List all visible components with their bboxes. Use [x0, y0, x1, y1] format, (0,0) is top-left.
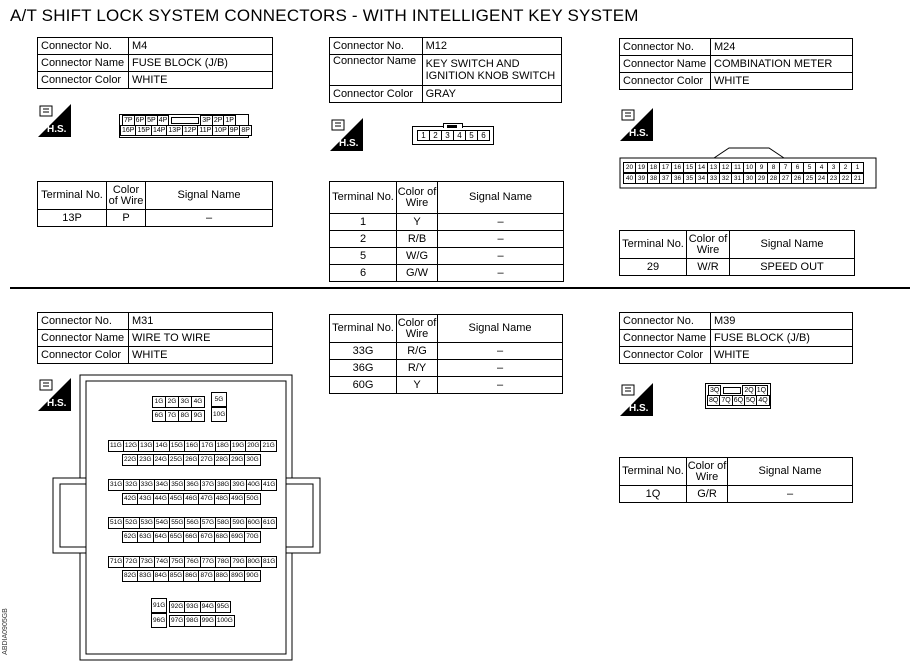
pin-row-m24-top	[624, 162, 864, 173]
connector-pin: 97G	[169, 615, 185, 627]
wire-color: Y	[397, 377, 438, 394]
connector-pin: 62G	[122, 531, 138, 543]
connector-pin: 6Q	[733, 397, 744, 404]
header-color-of-wire: Color of Wire	[397, 182, 438, 214]
connector-pin: 83G	[137, 570, 153, 582]
connector-name-value: COMBINATION METER	[711, 56, 853, 73]
connector-pin: 3P	[202, 117, 211, 124]
connector-pin: 4	[815, 162, 828, 173]
header-signal-name: Signal Name	[728, 458, 853, 486]
connector-pin: 66G	[183, 531, 199, 543]
connector-pin: 50G	[244, 493, 260, 505]
connector-pin: 88G	[214, 570, 230, 582]
connector-pin: 17	[659, 162, 672, 173]
connector-pin: 36	[671, 173, 684, 184]
pin-row-m31	[109, 479, 277, 491]
connector-pin: 14P	[152, 127, 166, 134]
connector-pin: 9	[755, 162, 768, 173]
header-color-of-wire: Color of Wire	[107, 182, 146, 210]
connector-pin: 35G	[169, 479, 185, 491]
pin-row-m31	[123, 570, 261, 582]
connector-pin: 24G	[153, 454, 169, 466]
header-signal-name: Signal Name	[730, 231, 855, 259]
terminal-no: 29	[620, 259, 687, 276]
connector-pin: 31G	[108, 479, 124, 491]
connector-pin: 8G	[178, 410, 192, 422]
connector-pin: 28G	[214, 454, 230, 466]
connector-pin: 14G	[153, 440, 169, 452]
connector-pin: 12	[719, 162, 732, 173]
harness-side-icon: H.S.	[38, 378, 71, 411]
pin-row-m31	[123, 454, 261, 466]
connector-pin: 67G	[198, 531, 214, 543]
connector-pin: 15P	[137, 127, 150, 134]
connector-pin: 18	[647, 162, 660, 173]
connector-pin: 60G	[246, 517, 262, 529]
connector-pin: 7Q	[721, 397, 731, 404]
connector-pin: 39	[635, 173, 648, 184]
connector-key-slot	[723, 387, 741, 394]
connector-pin: 89G	[229, 570, 245, 582]
connector-pin: 13P	[168, 127, 181, 134]
connector-pin: 41G	[261, 479, 277, 491]
connector-pin: 10P	[214, 127, 227, 134]
header-terminal-no: Terminal No.	[620, 458, 687, 486]
connector-pin: 43G	[137, 493, 153, 505]
connector-pin: 18G	[215, 440, 231, 452]
connector-name-value: KEY SWITCH AND IGNITION KNOB SWITCH	[422, 55, 561, 86]
label-connector-no: Connector No.	[330, 38, 423, 55]
connector-pin: 46G	[183, 493, 199, 505]
connector-pin: 19G	[230, 440, 246, 452]
terminal-no: 5	[330, 248, 397, 265]
connector-pin: 2	[839, 162, 852, 173]
connector-pin: 1P	[225, 117, 234, 124]
connector-pin: 71G	[108, 556, 124, 568]
connector-pin: 73G	[139, 556, 155, 568]
section-divider	[10, 287, 910, 289]
connector-pin: 6	[791, 162, 804, 173]
connector-pin: 15	[683, 162, 696, 173]
terminal-table-m24	[619, 230, 855, 276]
connector-pin: 37G	[200, 479, 216, 491]
signal-name: –	[438, 265, 564, 282]
connector-pin: 100G	[215, 615, 235, 627]
signal-name: –	[438, 360, 563, 377]
connector-pin: 94G	[200, 601, 216, 613]
connector-pin: 78G	[215, 556, 231, 568]
connector-info-m24	[619, 38, 853, 90]
connector-pin: 16P	[122, 127, 135, 134]
connector-pin: 27G	[198, 454, 214, 466]
connector-pin: 22G	[122, 454, 138, 466]
harness-side-icon: H.S.	[330, 118, 363, 151]
harness-side-icon: H.S.	[620, 383, 653, 416]
connector-pin: 3	[441, 130, 454, 141]
connector-pin: 13G	[138, 440, 154, 452]
connector-pin: 74G	[154, 556, 170, 568]
connector-pin: 84G	[153, 570, 169, 582]
connector-pin: 16	[671, 162, 684, 173]
connector-pin: 10G	[211, 407, 227, 422]
connector-pin: 59G	[230, 517, 246, 529]
connector-pin: 20G	[245, 440, 261, 452]
connector-pin: 16G	[184, 440, 200, 452]
terminal-no: 13P	[38, 210, 107, 227]
connector-pin: 53G	[139, 517, 155, 529]
label-connector-no: Connector No.	[620, 39, 711, 56]
connector-pin: 21G	[260, 440, 276, 452]
label-connector-no: Connector No.	[620, 313, 711, 330]
connector-pin: 11	[731, 162, 744, 173]
connector-pin: 6	[477, 130, 490, 141]
connector-pin: 90G	[244, 570, 260, 582]
connector-pin: 28	[767, 173, 780, 184]
connector-pin: 1G	[152, 396, 166, 408]
connector-pin: 2G	[165, 396, 179, 408]
signal-name: SPEED OUT	[730, 259, 855, 276]
label-connector-color: Connector Color	[38, 347, 129, 364]
connector-color-value: WHITE	[711, 347, 853, 364]
connector-pin: 24	[815, 173, 828, 184]
pin-row-m31	[109, 556, 277, 568]
connector-pin: 13	[707, 162, 720, 173]
connector-pin: 49G	[229, 493, 245, 505]
connector-pin: 2Q	[744, 387, 754, 394]
connector-pin: 21	[851, 173, 864, 184]
connector-pin: 93G	[184, 601, 200, 613]
signal-name: –	[438, 231, 564, 248]
header-terminal-no: Terminal No.	[38, 182, 107, 210]
connector-pin: 14	[695, 162, 708, 173]
connector-no-value: M31	[129, 313, 273, 330]
connector-pin: 9G	[191, 410, 205, 422]
connector-pin: 65G	[168, 531, 184, 543]
pin-row-m4-bottom	[121, 125, 252, 136]
connector-pin: 22	[839, 173, 852, 184]
pin-row-m31	[109, 517, 277, 529]
pin-row-m12	[418, 130, 490, 141]
wire-color: G/R	[687, 486, 728, 503]
label-connector-name: Connector Name	[330, 55, 423, 86]
connector-info-m31	[37, 312, 273, 364]
pin-row-m39-bottom	[708, 395, 770, 406]
header-terminal-no: Terminal No.	[330, 182, 397, 214]
connector-pin: 26G	[183, 454, 199, 466]
connector-pin: 75G	[169, 556, 185, 568]
connector-pin: 3G	[178, 396, 192, 408]
connector-pin: 10	[743, 162, 756, 173]
connector-pin: 32G	[123, 479, 139, 491]
connector-pin: 25G	[168, 454, 184, 466]
pin-row-m24-bottom	[624, 173, 864, 184]
connector-pin: 47G	[198, 493, 214, 505]
connector-pin: 87G	[198, 570, 214, 582]
connector-pin: 19	[635, 162, 648, 173]
label-connector-name: Connector Name	[38, 330, 129, 347]
connector-name-value: WIRE TO WIRE	[129, 330, 273, 347]
header-terminal-no: Terminal No.	[330, 315, 397, 343]
connector-pin: 26	[791, 173, 804, 184]
terminal-table-m4	[37, 181, 273, 227]
pin-row-m31	[123, 493, 261, 505]
terminal-no: 36G	[330, 360, 397, 377]
signal-name: –	[728, 486, 853, 503]
connector-pin: 8P	[241, 127, 250, 134]
connector-pin: 29	[755, 173, 768, 184]
connector-pin: 30G	[244, 454, 260, 466]
connector-pin: 3Q	[710, 387, 720, 394]
connector-pin: 12G	[123, 440, 139, 452]
connector-pin: 32	[719, 173, 732, 184]
connector-info-m39	[619, 312, 853, 364]
connector-pin: 1	[851, 162, 864, 173]
connector-pin: 1Q	[756, 387, 767, 394]
connector-pin: 61G	[261, 517, 277, 529]
wire-color: W/G	[397, 248, 438, 265]
terminal-no: 6	[330, 265, 397, 282]
connector-pin: 80G	[246, 556, 262, 568]
connector-pin: 27	[779, 173, 792, 184]
wire-color: W/R	[687, 259, 730, 276]
label-connector-name: Connector Name	[38, 55, 129, 72]
page-title: A/T SHIFT LOCK SYSTEM CONNECTORS - WITH INTELLIGENT KEY SYSTEM	[10, 6, 639, 25]
connector-pin: 63G	[137, 531, 153, 543]
terminal-no: 1	[330, 214, 397, 231]
connector-pin: 17G	[199, 440, 215, 452]
wire-color: G/W	[397, 265, 438, 282]
connector-pin: 4P	[158, 117, 168, 124]
connector-pin: 40G	[246, 479, 262, 491]
pin-row-m31	[109, 440, 277, 452]
connector-pin: 51G	[108, 517, 124, 529]
connector-pin: 25	[803, 173, 816, 184]
connector-pin: 96G	[151, 613, 167, 628]
connector-pin: 30	[743, 173, 756, 184]
connector-pin: 45G	[168, 493, 184, 505]
connector-pin: 55G	[169, 517, 185, 529]
connector-key-slot	[171, 117, 199, 124]
label-connector-no: Connector No.	[38, 313, 129, 330]
connector-color-value: GRAY	[422, 86, 561, 103]
connector-pin: 2P	[213, 117, 223, 124]
header-terminal-no: Terminal No.	[620, 231, 687, 259]
pin-row-m31	[153, 410, 205, 422]
label-connector-color: Connector Color	[38, 72, 129, 89]
connector-pin: 54G	[154, 517, 170, 529]
connector-no-value: M12	[422, 38, 561, 55]
pin-row-m31	[153, 396, 205, 408]
connector-pin: 86G	[183, 570, 199, 582]
connector-pin: 79G	[230, 556, 246, 568]
header-color-of-wire: Color of Wire	[687, 231, 730, 259]
label-connector-no: Connector No.	[38, 38, 129, 55]
connector-pin: 38	[647, 173, 660, 184]
connector-pin: 70G	[244, 531, 260, 543]
wire-color: Y	[397, 214, 438, 231]
connector-color-value: WHITE	[711, 73, 853, 90]
connector-name-value: FUSE BLOCK (J/B)	[129, 55, 273, 72]
header-color-of-wire: Color of Wire	[687, 458, 728, 486]
label-connector-name: Connector Name	[620, 56, 711, 73]
connector-pin: 11P	[199, 127, 212, 134]
connector-pin: 91G	[151, 598, 167, 613]
connector-pin: 56G	[184, 517, 200, 529]
header-signal-name: Signal Name	[438, 182, 564, 214]
connector-color-value: WHITE	[129, 347, 273, 364]
pin-row-m31	[170, 601, 231, 613]
signal-name: –	[438, 214, 564, 231]
connector-no-value: M4	[129, 38, 273, 55]
connector-pin: 33	[707, 173, 720, 184]
connector-pin: 48G	[214, 493, 230, 505]
wire-color: R/Y	[397, 360, 438, 377]
connector-pin: 81G	[261, 556, 277, 568]
connector-pin: 31	[731, 173, 744, 184]
label-connector-color: Connector Color	[330, 86, 423, 103]
connector-pin: 98G	[184, 615, 200, 627]
connector-pin: 64G	[153, 531, 169, 543]
connector-pin: 4G	[191, 396, 205, 408]
connector-pin: 5G	[211, 392, 227, 407]
wire-color: P	[107, 210, 146, 227]
connector-pin: 6G	[152, 410, 166, 422]
connector-pin: 5	[803, 162, 816, 173]
harness-side-icon: H.S.	[38, 104, 71, 137]
pin-row-m31	[170, 615, 235, 627]
wire-color: R/B	[397, 231, 438, 248]
connector-pin: 9P	[229, 127, 239, 134]
connector-pin: 7G	[165, 410, 179, 422]
connector-pin: 40	[623, 173, 636, 184]
connector-pin: 8Q	[709, 397, 719, 404]
connector-pin: 57G	[200, 517, 216, 529]
connector-pin: 6P	[135, 117, 145, 124]
connector-no-value: M39	[711, 313, 853, 330]
connector-pin: 39G	[230, 479, 246, 491]
connector-pin: 99G	[200, 615, 216, 627]
connector-pin: 76G	[184, 556, 200, 568]
connector-no-value: M24	[711, 39, 853, 56]
connector-pin: 35	[683, 173, 696, 184]
connector-pin: 38G	[215, 479, 231, 491]
connector-pin: 92G	[169, 601, 185, 613]
connector-pin: 82G	[122, 570, 138, 582]
connector-pin: 20	[623, 162, 636, 173]
connector-pin: 23	[827, 173, 840, 184]
connector-name-value: FUSE BLOCK (J/B)	[711, 330, 853, 347]
connector-pin: 8	[767, 162, 780, 173]
connector-pin: 7P	[124, 117, 133, 124]
label-connector-color: Connector Color	[620, 347, 711, 364]
signal-name: –	[146, 210, 273, 227]
connector-pin: 2	[429, 130, 442, 141]
connector-pin: 5P	[147, 117, 156, 124]
connector-pin: 72G	[123, 556, 139, 568]
terminal-table-m12	[329, 181, 564, 282]
label-connector-name: Connector Name	[620, 330, 711, 347]
connector-pin: 44G	[153, 493, 169, 505]
connector-pin: 15G	[169, 440, 185, 452]
connector-pin: 12P	[183, 127, 197, 134]
connector-pin: 36G	[184, 479, 200, 491]
terminal-no: 60G	[330, 377, 397, 394]
connector-pin: 5Q	[746, 397, 756, 404]
terminal-table-m31	[329, 314, 563, 394]
connector-pin: 77G	[200, 556, 216, 568]
connector-pin: 11G	[108, 440, 124, 452]
connector-color-value: WHITE	[129, 72, 273, 89]
connector-pin: 7	[779, 162, 792, 173]
connector-pin: 33G	[139, 479, 155, 491]
signal-name: –	[438, 248, 564, 265]
signal-name: –	[438, 343, 563, 360]
connector-pin: 58G	[215, 517, 231, 529]
wire-color: R/G	[397, 343, 438, 360]
signal-name: –	[438, 377, 563, 394]
connector-pin: 95G	[215, 601, 231, 613]
header-color-of-wire: Color of Wire	[397, 315, 438, 343]
connector-pin: 68G	[214, 531, 230, 543]
terminal-no: 2	[330, 231, 397, 248]
connector-pin: 1	[417, 130, 430, 141]
connector-info-m12	[329, 37, 562, 103]
connector-pin: 29G	[229, 454, 245, 466]
connector-pin: 69G	[229, 531, 245, 543]
figure-code: ABDIA0905GB	[1, 608, 9, 655]
connector-pin: 4Q	[758, 397, 768, 404]
header-signal-name: Signal Name	[438, 315, 563, 343]
connector-pin: 34G	[154, 479, 170, 491]
terminal-table-m39	[619, 457, 853, 503]
harness-side-icon: H.S.	[620, 108, 653, 141]
connector-pin: 3	[827, 162, 840, 173]
connector-pin: 52G	[123, 517, 139, 529]
connector-pin: 42G	[122, 493, 138, 505]
connector-pin: 37	[659, 173, 672, 184]
terminal-no: 33G	[330, 343, 397, 360]
connector-pin: 23G	[137, 454, 153, 466]
connector-pin: 85G	[168, 570, 184, 582]
header-signal-name: Signal Name	[146, 182, 273, 210]
pin-row-m31	[123, 531, 261, 543]
terminal-no: 1Q	[620, 486, 687, 503]
connector-pin: 5	[465, 130, 478, 141]
connector-info-m4	[37, 37, 273, 89]
connector-pin: 4	[453, 130, 466, 141]
label-connector-color: Connector Color	[620, 73, 711, 90]
connector-pin: 34	[695, 173, 708, 184]
